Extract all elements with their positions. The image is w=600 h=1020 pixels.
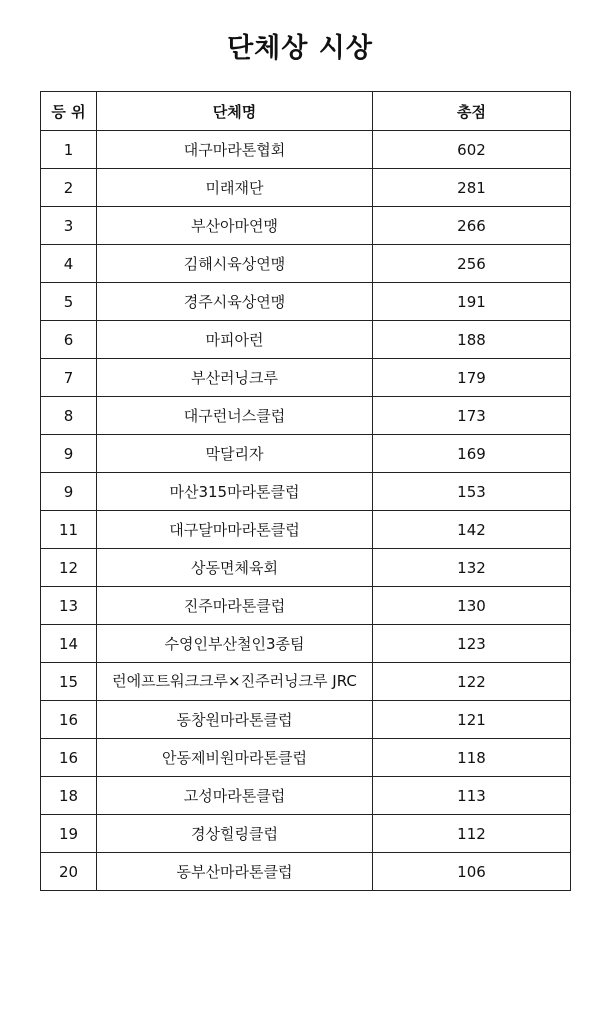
- score-cell: 173: [373, 397, 571, 435]
- table-row: [41, 739, 571, 777]
- score-cell: 112: [373, 815, 571, 853]
- score-cell: 132: [373, 549, 571, 587]
- rank-cell: 19: [41, 815, 97, 853]
- score-cell: 142: [373, 511, 571, 549]
- header-rank: 등 위: [41, 92, 97, 131]
- team-cell: 부산러닝크루: [97, 359, 373, 397]
- rank-cell: 1: [41, 131, 97, 169]
- score-cell: 118: [373, 739, 571, 777]
- score-cell: 169: [373, 435, 571, 473]
- score-cell: 188: [373, 321, 571, 359]
- team-cell: 경상힐링클럽: [97, 815, 373, 853]
- rank-cell: 15: [41, 663, 97, 701]
- rank-cell: 9: [41, 435, 97, 473]
- score-cell: 602: [373, 131, 571, 169]
- team-cell: 마피아런: [97, 321, 373, 359]
- score-cell: 256: [373, 245, 571, 283]
- team-cell: 마산315마라톤클럽: [97, 473, 373, 511]
- team-cell: 대구런너스클럽: [97, 397, 373, 435]
- table-row: [41, 283, 571, 321]
- table-row: [41, 359, 571, 397]
- table-body: [41, 131, 571, 891]
- rank-cell: 14: [41, 625, 97, 663]
- table-row: [41, 131, 571, 169]
- table-row: [41, 663, 571, 701]
- table-row: [41, 625, 571, 663]
- rank-cell: 18: [41, 777, 97, 815]
- rank-cell: 11: [41, 511, 97, 549]
- score-cell: 153: [373, 473, 571, 511]
- rank-cell: 6: [41, 321, 97, 359]
- team-cell: 진주마라톤클럽: [97, 587, 373, 625]
- header-score: 총점: [373, 92, 571, 131]
- team-cell: 막달리자: [97, 435, 373, 473]
- score-cell: 123: [373, 625, 571, 663]
- rank-cell: 16: [41, 701, 97, 739]
- table-row: [41, 853, 571, 891]
- table-row: [41, 245, 571, 283]
- rank-cell: 20: [41, 853, 97, 891]
- team-cell: 고성마라톤클럽: [97, 777, 373, 815]
- rank-cell: 2: [41, 169, 97, 207]
- team-cell: 동창원마라톤클럽: [97, 701, 373, 739]
- team-cell: 부산아마연맹: [97, 207, 373, 245]
- rank-cell: 5: [41, 283, 97, 321]
- team-cell: 미래재단: [97, 169, 373, 207]
- team-cell: 경주시육상연맹: [97, 283, 373, 321]
- score-cell: 191: [373, 283, 571, 321]
- team-cell: 안동제비원마라톤클럽: [97, 739, 373, 777]
- score-cell: 113: [373, 777, 571, 815]
- score-cell: 179: [373, 359, 571, 397]
- score-cell: 106: [373, 853, 571, 891]
- score-cell: 121: [373, 701, 571, 739]
- table-row: [41, 435, 571, 473]
- table-row: [41, 207, 571, 245]
- score-cell: 130: [373, 587, 571, 625]
- score-cell: 122: [373, 663, 571, 701]
- team-cell: 대구달마마라톤클럽: [97, 511, 373, 549]
- table-row: [41, 169, 571, 207]
- page-title: 단체상 시상: [227, 33, 373, 64]
- table-row: [41, 701, 571, 739]
- score-cell: 266: [373, 207, 571, 245]
- rank-cell: 13: [41, 587, 97, 625]
- team-cell: 수영인부산철인3종팀: [97, 625, 373, 663]
- rank-cell: 9: [41, 473, 97, 511]
- table-row: [41, 815, 571, 853]
- table-row: [41, 587, 571, 625]
- rank-cell: 16: [41, 739, 97, 777]
- team-cell: 런에프트워크크루×진주러닝크루 JRC: [97, 663, 373, 701]
- rank-cell: 12: [41, 549, 97, 587]
- team-cell: 동부산마라톤클럽: [97, 853, 373, 891]
- table-row: [41, 511, 571, 549]
- team-cell: 김해시육상연맹: [97, 245, 373, 283]
- table-row: [41, 473, 571, 511]
- team-cell: 상동면체육회: [97, 549, 373, 587]
- rank-cell: 3: [41, 207, 97, 245]
- header-team: 단체명: [97, 92, 373, 131]
- team-cell: 대구마라톤협회: [97, 131, 373, 169]
- rank-cell: 4: [41, 245, 97, 283]
- table-row: [41, 777, 571, 815]
- team-award-table: [40, 91, 571, 891]
- rank-cell: 8: [41, 397, 97, 435]
- table-row: [41, 397, 571, 435]
- rank-cell: 7: [41, 359, 97, 397]
- score-cell: 281: [373, 169, 571, 207]
- table-row: [41, 549, 571, 587]
- table-header-row: [41, 92, 571, 131]
- table-row: [41, 321, 571, 359]
